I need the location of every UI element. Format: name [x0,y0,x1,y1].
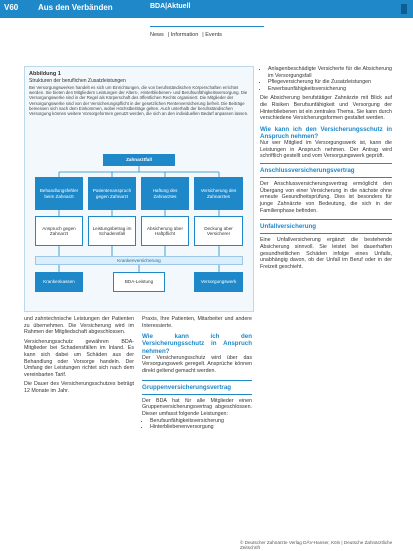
heading: Unfallversicherung [260,223,317,231]
paragraph: Die Dauer des Versicherungsschutzes beträgt 12 Monate im Jahr. [24,381,134,394]
diagram-row3-node: BDA-Leistung [113,272,165,292]
heading: Wie kann ich den Versicherungsschutz in Anspruch nehmen? [142,333,252,355]
diagram-row2-node: Deckung über Versicherer [194,216,243,246]
heading: Gruppenversicherungsvertrag [142,383,232,391]
subnav: News | Information | Events [150,32,223,38]
heading: Wie kann ich den Versicherungsschutz in Anspruch nehmen? [260,125,392,140]
paragraph: Praxis, Ihre Patienten, Mitarbeiter und andere Interessierte. [142,316,252,329]
figure-caption-title: Abbildung 1 [29,71,61,77]
section-title: Aus den Verbänden [38,3,113,12]
paragraph: Der BDA hat für alle Mitglieder einen Gruppenversicherungsvertrag abgeschlossen. Dieser umfasst folgende Leistungen: [142,397,252,417]
diagram-row3-node: Krankenkassen [35,272,83,292]
paragraph: Der Anschlussversicherungsvertrag ermöglicht den Übergang von einer Versicherung in die nächste ohne erneute Gesundheitsprüfung. Dies ist besonders für junge Zahnärzte von Bedeutung, die sich in der Familienphase befinden. [260,181,392,214]
list-item: • Berufsunfähigkeitsversicherung [150,418,252,425]
divider [260,177,392,178]
paragraph: Nur wer Mitglied im Versorgungswerk ist, kann die Leistungen in Anspruch nehmen. Der Antrag wird schriftlich gestellt und vom Versorgungswerk geprüft. [260,140,392,160]
middle-bullet-list [142,418,252,431]
list-item: • Anlagenbeschädigte Versicherte für die Absicherung im Versorgungsfall [268,66,392,79]
page-number: V60 [4,3,19,12]
subnav-divider [150,26,264,27]
heading: Anschlussversicherungsvertrag [260,166,355,174]
diagram-row3-node: Versorgungswerk [194,272,243,292]
subnav-item-information[interactable]: Information [170,32,199,38]
divider [260,233,392,234]
paragraph: Versicherungsschutz gewähren BDA-Mitglieder bei Schadensfällen im Inland. Es kann sich dabei um Schäden aus der Behandlung oder Vorsorge handeln. Der Umfang der Leistungen richtet sich nach dem vereinbarten Tarif. [24,338,134,378]
right-column [260,66,392,270]
paragraph: Die Absicherung berufstätiger Zahnärzte mit Blick auf die Risiken Berufsunfähigkeit und Versorgung der Hinterbliebenen ist ein zentrales Thema. Sie kann durch verschiedene Versicherungsformen gestaltet werden. [260,95,392,122]
left-column [24,316,134,395]
figure-diagram [33,152,245,310]
figure-caption-subtitle: Strukturen der beruflichen Zusatzleistungen [29,78,126,84]
diagram-row1-node: Haftung des Zahnarztes [141,177,189,210]
divider [142,380,252,381]
diagram-mid-node: Krankenversicherung [35,256,243,265]
divider [260,219,392,220]
list-item: • Pflegeversicherung für die Zusatzleistungen [268,79,392,86]
header-marker [401,4,407,14]
diagram-row2-node: Leistungsbetrag im Schadensfall [88,216,136,246]
diagram-row2-node: Absicherung über Haftpflicht [141,216,189,246]
list-item: • Erwerbsunfähigkeitsversicherung [268,86,392,93]
page-footer: © Deutscher Zahnärzte Verlag DÄV-Hanser, Köln | Deutsche Zahnärztliche Zeitschrift [240,540,393,550]
divider [260,163,392,164]
subsection-title: BDA|Aktuell [150,3,191,10]
figure-box [24,66,254,312]
paragraph: und zahntechnische Leistungen der Patienten zu übernehmen. Die Versicherung wird im Rahmen der Mitgliedschaft abgeschlossen. [24,316,134,336]
right-bullet-list [260,66,392,92]
paragraph: Eine Unfallversicherung ergänzt die bestehende Absicherung sinnvoll. Sie leistet bei dauerhaften gesundheitlichen Schäden infolge eines Unfalls, unabhängig davon, ob der Unfall im Beruf oder in der Freizeit geschieht. [260,237,392,270]
paragraph: Der Versicherungsschutz wird über das Versorgungswerk geregelt. Ansprüche können direkt geltend gemacht werden. [142,354,252,374]
divider [142,394,252,395]
page-header [0,0,413,18]
subnav-item-events[interactable]: Events [205,32,223,38]
middle-column [142,316,252,431]
list-item: • Hinterbliebenenversorgung [150,424,252,431]
figure-text: Bei Versorgungswerken handelt es sich um Einrichtungen, die von berufsständischen Körperschaften errichtet werden. Sie bieten den Mitgliedern Leistungen der Alters-, Hinterbliebenen- und Berufsunfähigkeitsversorgung. Die Versorgungswerke sind in der Regel als Körperschaft des öffentlichen Rechts organisiert. Die Mitglieder der Versorgungswerke sind von der Versicherungspflicht in der gesetzlichen Rentenversicherung befreit. Die Beiträge bemessen sich nach dem Einkommen, wobei Höchstbeiträge gelten. Auch unterhalb der berufsständischen Versorgung können weitere Vorsorgeformen genutzt werden, die sich an den individuellen Bedarf anpassen lassen. [29,85,249,117]
diagram-top-node: Zahnarztfall [103,154,175,166]
diagram-row1-node: Behandlungsfehler beim Zahnarzt [35,177,83,210]
diagram-row1-node: Patientenanspruch gegen Zahnarzt [88,177,136,210]
diagram-row1-node: Versicherung des Zahnarztes [194,177,243,210]
diagram-row2-node: Anspruch gegen Zahnarzt [35,216,83,246]
subnav-item-news[interactable]: News [150,32,164,38]
